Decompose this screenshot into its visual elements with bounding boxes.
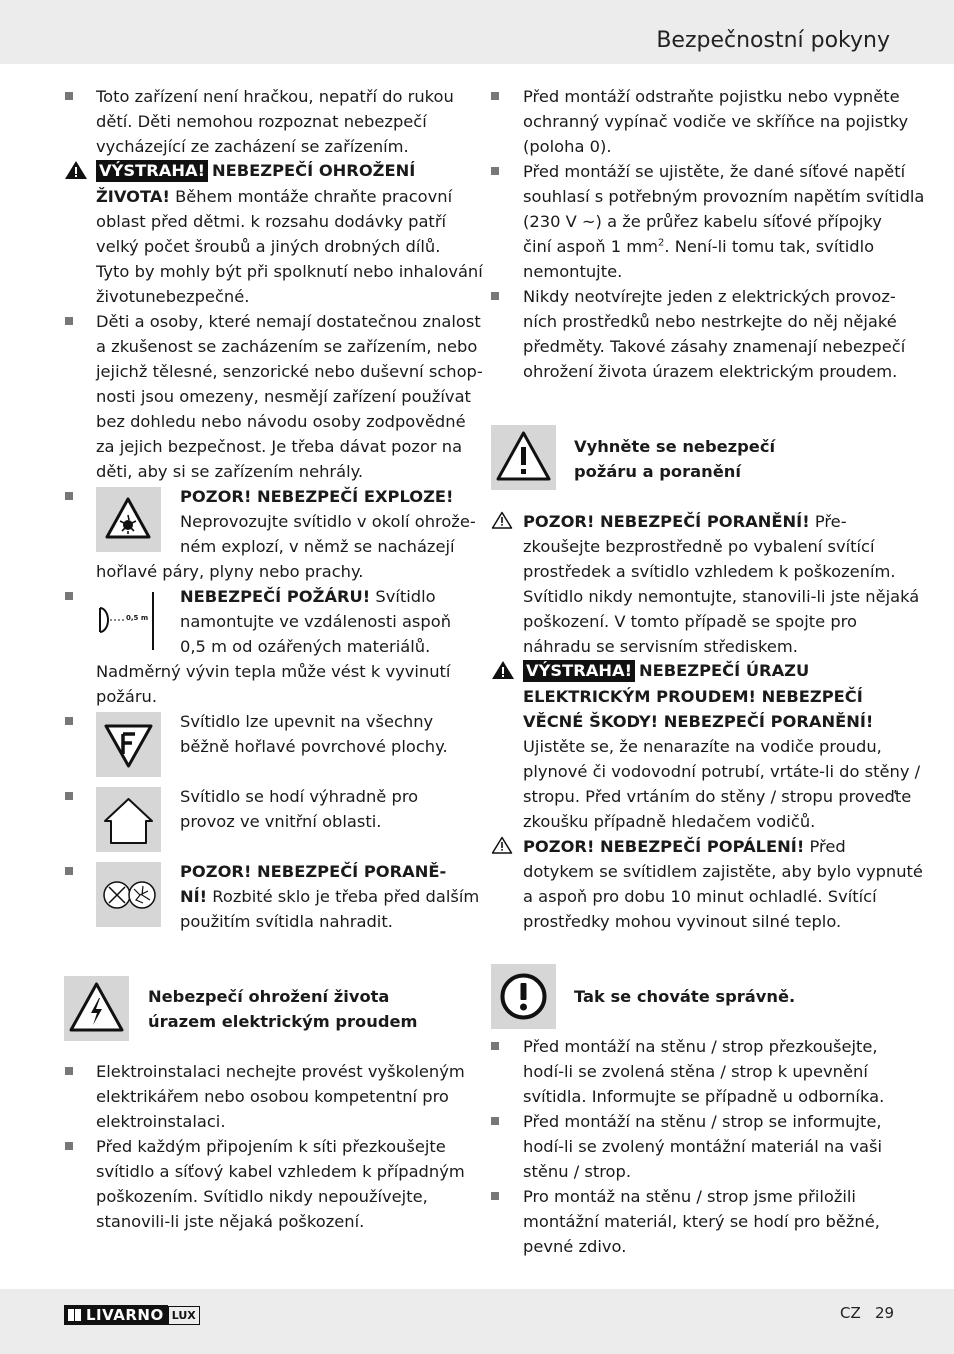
text-line: nemontujte. <box>523 262 623 281</box>
text-line: (poloha 0). <box>523 137 612 156</box>
text-line: životunebezpečné. <box>96 287 250 306</box>
text-line: Nadměrný vývin tepla může vést k vyvinutí <box>96 662 451 681</box>
glass-text: Rozbité sklo je třeba před dalším <box>207 887 480 906</box>
glass-line <box>180 884 479 909</box>
text-line: ném explozí, v němž se nacházejí <box>180 537 455 556</box>
bullet <box>491 292 499 300</box>
text-line: poškozením. Svítidlo nikdy nepoužívejte, <box>96 1187 428 1206</box>
broken-glass-icon-box <box>96 862 161 927</box>
text-line: Děti a osoby, které nemají dostatečnou znalost <box>96 312 481 331</box>
bullet <box>65 92 73 100</box>
text-line: dotykem se svítidlem zajistěte, aby bylo vypnuté <box>523 862 923 881</box>
high-voltage-icon <box>64 976 129 1041</box>
brand-sub: LUX <box>168 1306 200 1325</box>
text-line: hodí-li se zvolená stěna / strop k upevnění <box>523 1062 868 1081</box>
text-line: svítidla. Informujte se případně u odborníka. <box>523 1087 885 1106</box>
warning-title: NEBEZPEČÍ OHROŽENÍ <box>212 161 416 180</box>
bullet <box>491 92 499 100</box>
text-line: Toto zařízení není hračkou, nepatří do rukou <box>96 87 454 106</box>
text-line: provoz ve vnitřní oblasti. <box>180 812 382 831</box>
burn-title: POZOR! NEBEZPEČÍ POPÁLENÍ! <box>523 837 805 856</box>
bullet <box>65 792 73 800</box>
text-line: zkoušku případně hledačem vodičů. <box>523 812 816 831</box>
warning-title: ELEKTRICKÝM PROUDEM! NEBEZPEČÍ <box>523 687 863 706</box>
warning-label: VÝSTRAHA! <box>523 660 635 682</box>
text-line: (230 V ~) a že průřez kabelu síťové přípojky <box>523 212 882 231</box>
text-line: svítidlo a síťový kabel vzhledem k případným <box>96 1162 465 1181</box>
bullet <box>65 492 73 500</box>
text-line: Před montáží na stěnu / strop se informujte, <box>523 1112 882 1131</box>
text-line: elektrikářem nebo osobou kompetentní pro <box>96 1087 449 1106</box>
brand-logo-main <box>64 1305 168 1325</box>
injury-title: POZOR! NEBEZPEČÍ PORANĚNÍ! <box>523 512 810 531</box>
text-line: hodí-li se zvolený montážní materiál na vaši <box>523 1137 883 1156</box>
text-line: 0,5 m od ozářených materiálů. <box>180 637 431 656</box>
section-heading: Nebezpečí ohrožení života <box>148 987 390 1006</box>
burn-text: Před <box>804 837 846 856</box>
text-line: běžně hořlavé povrchové plochy. <box>180 737 448 756</box>
exclamation-box <box>491 964 556 1029</box>
bullet <box>65 1067 73 1075</box>
explosion-title: POZOR! NEBEZPEČÍ EXPLOZE! <box>180 487 454 506</box>
text-line: Pro montáž na stěnu / strop jsme přiložili <box>523 1187 856 1206</box>
fire-title: NEBEZPEČÍ POŽÁRU! <box>180 587 371 606</box>
page-number: 29 <box>875 1304 895 1322</box>
text-line: bez dohledu nebo návodu osoby zodpovědné <box>96 412 466 431</box>
explosion-icon-box <box>96 487 161 552</box>
text-line: plynové či vodovodní potrubí, vrtáte-li do stěny / <box>523 762 921 781</box>
text-line: namontujte ve vzdálenosti aspoň <box>180 612 452 631</box>
electric-warning-box <box>64 976 129 1041</box>
brand-squares-icon <box>68 1309 82 1321</box>
text-line: Před montáží odstraňte pojistku nebo vypněte <box>523 87 900 106</box>
text-line: elektroinstalaci. <box>96 1112 226 1131</box>
text-line: prostředky mohou vyvinout silné teplo. <box>523 912 842 931</box>
text-line: zkoušejte bezprostředně po vybalení svítící <box>523 537 875 556</box>
section-heading: Tak se chováte správně. <box>574 987 796 1006</box>
text-line: a zkušenost se zacházením se zařízením, nebo <box>96 337 478 356</box>
bullet <box>491 1042 499 1050</box>
injury-line <box>523 509 847 534</box>
text-line: Svítidlo lze upevnit na všechny <box>180 712 434 731</box>
warning-title: NEBEZPEČÍ ÚRAZU <box>639 661 810 680</box>
language-code: CZ <box>840 1304 861 1322</box>
text-line: náhradu se servisním střediskem. <box>523 637 798 656</box>
bullet <box>491 1192 499 1200</box>
text-line: Svítidlo se hodí výhradně pro <box>180 787 419 806</box>
distance-icon <box>96 586 161 656</box>
brand-name: LIVARNO <box>86 1306 164 1324</box>
broken-glass-icon <box>96 862 161 927</box>
text-line: Neprovozujte svítidlo v okolí ohrože- <box>180 512 476 531</box>
glass-title: POZOR! NEBEZPEČÍ PORANĚ- <box>180 862 447 881</box>
section-heading: požáru a poranění <box>574 462 741 481</box>
page-title: Bezpečnostní pokyny <box>656 28 890 53</box>
bullet <box>491 1117 499 1125</box>
bullet <box>65 317 73 325</box>
text-line: velký počet šroubů a jiných drobných dílů. <box>96 237 441 256</box>
f-symbol-icon <box>96 712 161 777</box>
text-line: hořlavé páry, plyny nebo prachy. <box>96 562 364 581</box>
text-line: prostředek a svítidlo vzhledem k poškozením. <box>523 562 896 581</box>
fire-text: Svítidlo <box>370 587 436 606</box>
house-icon <box>96 787 161 852</box>
warning-line <box>96 184 452 209</box>
warning-triangle-outline-icon <box>491 836 513 854</box>
text-line <box>523 234 874 259</box>
text-line: požáru. <box>96 687 158 706</box>
exclamation-icon <box>491 964 556 1029</box>
text-line: ohrožení života úrazem elektrickým proudem. <box>523 362 898 381</box>
warning-text: Během montáže chraňte pracovní <box>169 187 453 206</box>
section-heading: úrazem elektrickým proudem <box>148 1012 418 1031</box>
text-line: Před montáží se ujistěte, že dané síťové napětí <box>523 162 906 181</box>
text-line: oblast před dětmi. k rozsahu dodávky patří <box>96 212 447 231</box>
bullet <box>65 592 73 600</box>
warning-label: VÝSTRAHA! <box>96 160 208 182</box>
brand-logo <box>64 1305 200 1325</box>
text-line: poškození. V tomto případě se spojte pro <box>523 612 857 631</box>
text-line: a aspoň pro dobu 10 minut ochladlé. Svítící <box>523 887 877 906</box>
text-line: Nikdy neotvírejte jeden z elektrických provoz- <box>523 287 896 306</box>
warning-title: VĚCNÉ ŠKODY! NEBEZPEČÍ PORANĚNÍ! <box>523 712 874 731</box>
text-line: Ujistěte se, že nenarazíte na vodiče proudu, <box>523 737 882 756</box>
text-line: Svítidlo nikdy nemontujte, stanovili-li jste nějaká <box>523 587 920 606</box>
text-span: . Není-li tomu tak, svítidlo <box>664 237 875 256</box>
warning-title: ŽIVOTA! <box>96 187 170 206</box>
text-line: stěnu / strop. <box>523 1162 632 1181</box>
house-icon-box <box>96 787 161 852</box>
burn-line <box>523 834 846 859</box>
text-line: jejichž tělesné, senzorické nebo duševní schop- <box>96 362 483 381</box>
text-line: děti, aby si se zařízením nehrály. <box>96 462 364 481</box>
text-line: předměty. Takové zásahy znamenají nebezpečí <box>523 337 906 356</box>
f-symbol-box <box>96 712 161 777</box>
text-line: Před každým připojením k síti přezkoušejte <box>96 1137 446 1156</box>
text-line: Tyto by mohly být při spolknutí nebo inhalování <box>96 262 483 281</box>
text-line: stropu. Před vrtáním do stěny / stropu proveďte <box>523 787 912 806</box>
text-line: nosti jsou omezeny, nesmějí zařízení používat <box>96 387 471 406</box>
text-line: stanovili-li jste nějaká poškození. <box>96 1212 365 1231</box>
warning-triangle-icon <box>491 425 556 490</box>
warning-triangle-icon <box>491 660 515 680</box>
text-line: ochranný vypínač vodiče ve skříňce na pojistky <box>523 112 909 131</box>
explosion-icon <box>96 487 161 552</box>
text-line: souhlasí s potřebným provozním napětím svítidla <box>523 187 925 206</box>
text-line: dětí. Děti nemohou rozpoznat nebezpečí <box>96 112 427 131</box>
text-line: Před montáží na stěnu / strop přezkoušejte, <box>523 1037 878 1056</box>
bullet <box>65 717 73 725</box>
fire-warning-box <box>491 425 556 490</box>
superscript: 2 <box>658 237 665 249</box>
bullet <box>65 1142 73 1150</box>
fire-line <box>180 584 436 609</box>
bullet <box>65 867 73 875</box>
text-line: Elektroinstalaci nechejte provést vyškoleným <box>96 1062 465 1081</box>
text-line: montážní materiál, který se hodí pro běžné, <box>523 1212 880 1231</box>
section-heading: Vyhněte se nebezpečí <box>574 437 776 456</box>
warning-triangle-icon <box>64 160 88 180</box>
warning-line <box>523 658 809 683</box>
bullet <box>491 167 499 175</box>
text-line: použitím svítidla nahradit. <box>180 912 393 931</box>
glass-title-cont: NÍ! <box>180 887 208 906</box>
text-line: ních prostředků nebo nestrkejte do něj nějaké <box>523 312 897 331</box>
text-line: vycházející ze zacházení se zařízením. <box>96 137 409 156</box>
warning-triangle-outline-icon <box>491 511 513 529</box>
distance-label: 0,5 m <box>126 614 149 622</box>
injury-text: Pře- <box>809 512 847 531</box>
warning-line <box>96 158 415 183</box>
text-line: pevné zdivo. <box>523 1237 627 1256</box>
text-line: za jejich bezpečnost. Je třeba dávat pozor na <box>96 437 463 456</box>
text-span: činí aspoň 1 mm <box>523 237 658 256</box>
